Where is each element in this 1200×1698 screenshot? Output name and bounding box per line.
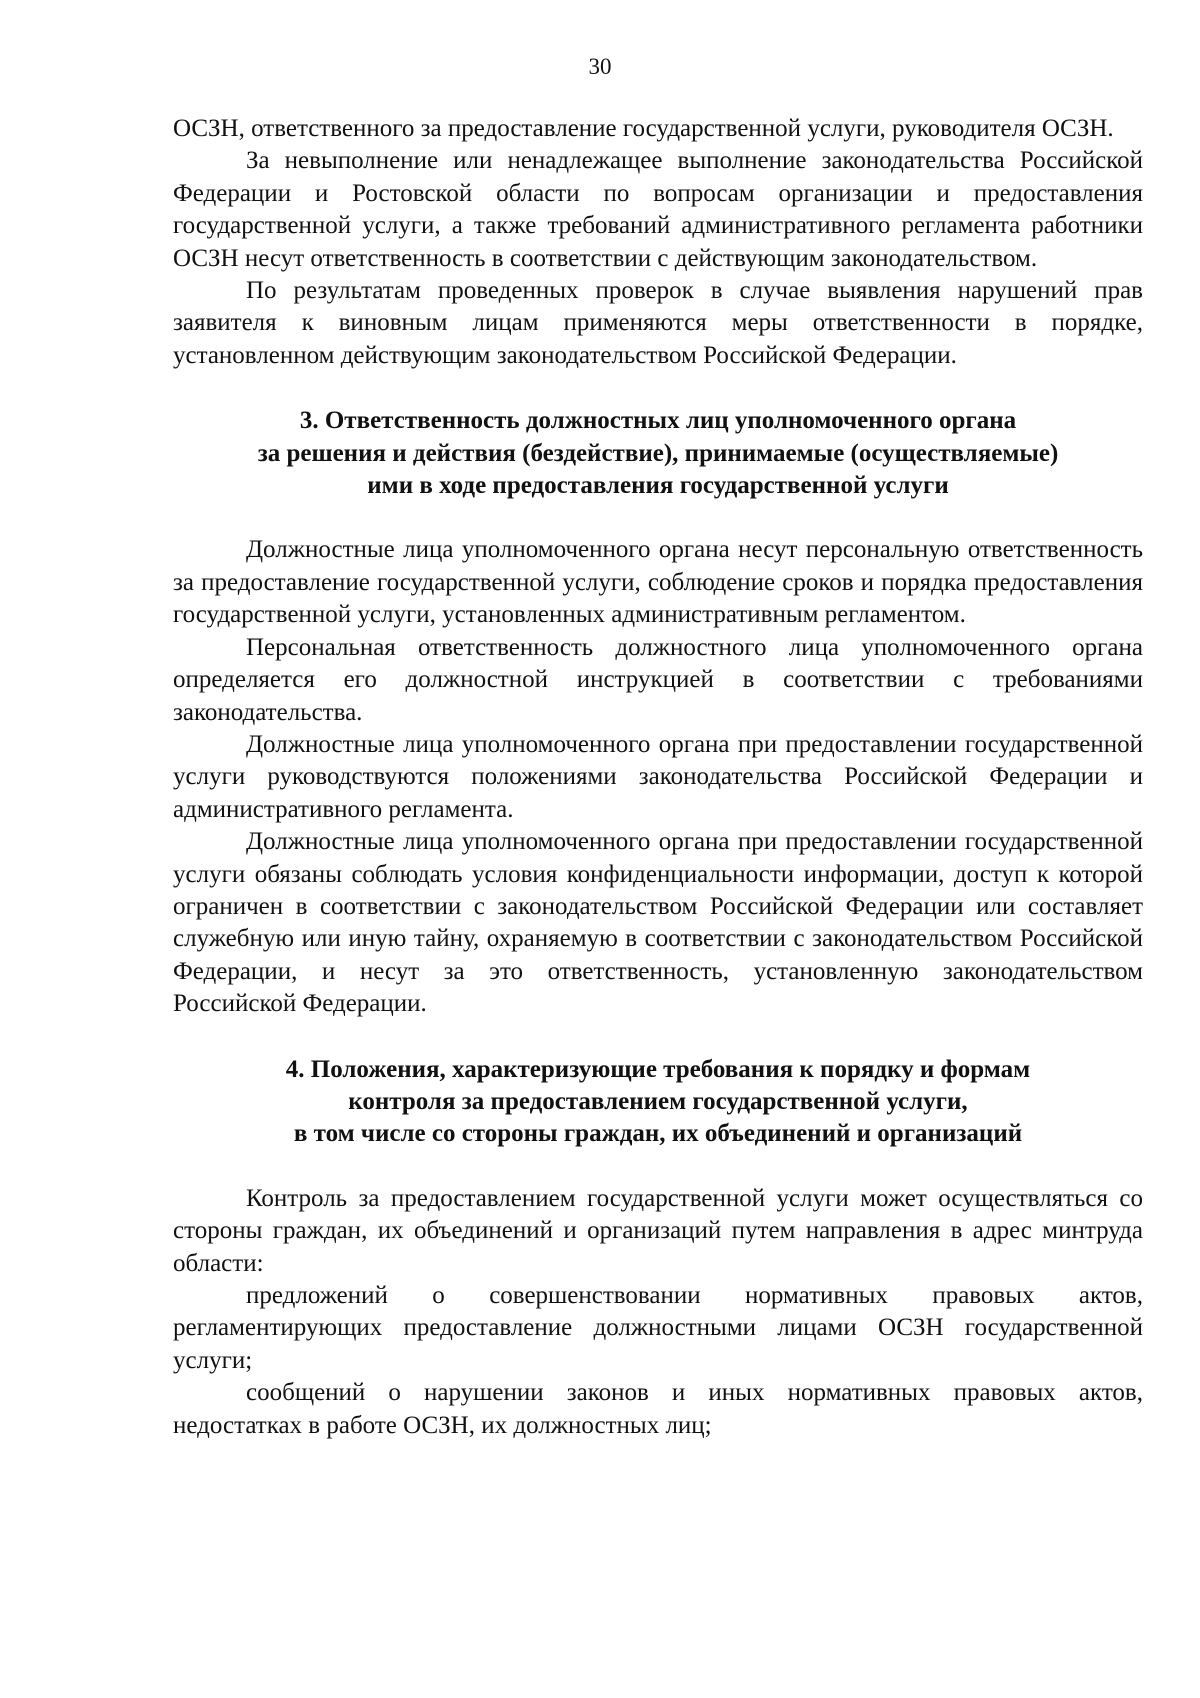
paragraph: предложений о совершенствовании нормативных правовых актов, регламентирующих предоставление должностными лицами ОСЗН государственной услуги; [173,1282,1143,1374]
paragraph: ОСЗН, ответственного за предоставление государственной услуги, руководителя ОСЗН. [173,115,1114,142]
section-3-heading [173,405,1143,502]
heading-line: в том числе со стороны граждан, их объединений и организаций [293,1120,1023,1148]
document-body [173,113,1143,1442]
paragraph: Должностные лица уполномоченного органа при предоставлении государственной услуги обязаны соблюдать условия конфиденциальности информации, доступ к которой ограничен в соответствии с законодательством Российской Федерации или составляет служебную или иную тайну, охраняемую в соответствии с законодательством Российской Федерации, и несут за это ответственность, установленную законодательством Российской Федерации. [173,828,1143,1018]
heading-line: 4. Положения, характеризующие требования к порядку и формам [285,1055,1031,1083]
paragraph: По результатам проведенных проверок в случае выявления нарушений прав заявителя к виновным лицам применяются меры ответственности в порядке, установленном действующим законодательством Российской Федерации. [173,277,1143,369]
heading-line: ими в ходе предоставления государственной услуги [367,472,949,500]
paragraph: За невыполнение или ненадлежащее выполнение законодательства Российской Федерации и Ростовской области по вопросам организации и предоставления государственной услуги, а также требований административного регламента работники ОСЗН несут ответственность в соответствии с действующим законодательством. [173,147,1143,272]
heading-line: контроля за предоставлением государственной услуги, [348,1087,968,1115]
paragraph: сообщений о нарушении законов и иных нормативных правовых актов, недостатках в работе ОСЗН, их должностных лиц; [173,1379,1143,1439]
heading-line: 3. Ответственность должностных лиц уполномоченного органа [299,407,1017,435]
paragraph: Должностные лица уполномоченного органа несут персональную ответственность за предоставление государственной услуги, соблюдение сроков и порядка предоставления государственной услуги, установленных административным регламентом. [173,536,1143,629]
paragraph: Персональная ответственность должностного лица уполномоченного органа определяется его должностной инструкцией в соответствии с требованиями законодательства. [173,633,1143,726]
heading-line: за решения и действия (бездействие), принимаемые (осуществляемые) [257,439,1059,467]
paragraph: Должностные лица уполномоченного органа при предоставлении государственной услуги руководствуются положениями законодательства Российской Федерации и административного регламента. [173,730,1143,823]
page-number: 30 [588,54,612,79]
section-4-heading [173,1054,1143,1151]
paragraph: Контроль за предоставлением государственной услуги может осуществляться со стороны граждан, их объединений и организаций путем направления в адрес минтруда области: [173,1184,1143,1277]
